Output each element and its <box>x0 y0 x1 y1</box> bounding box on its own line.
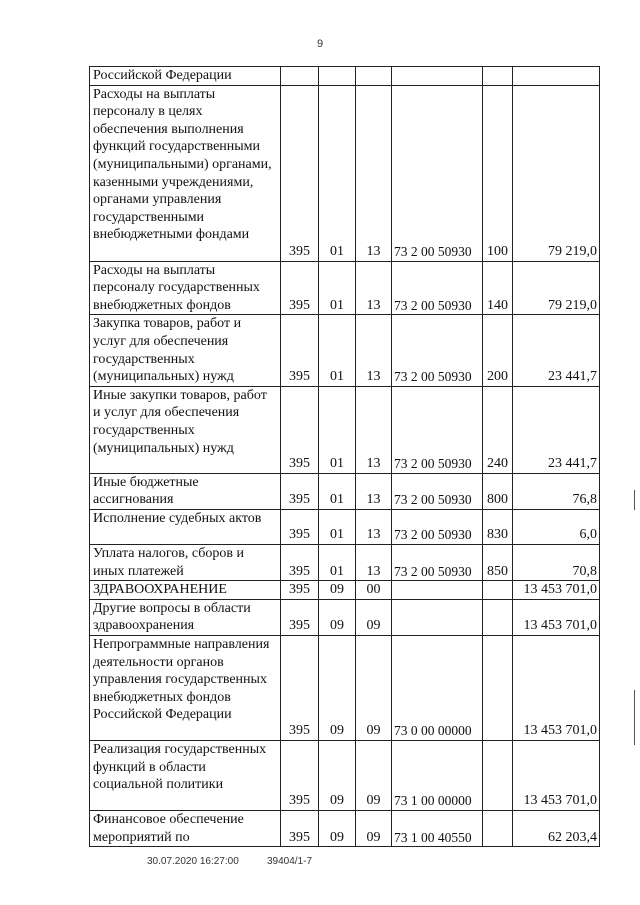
row-name-text: Реализация государственных функций в области социальной политики <box>93 741 267 793</box>
cell-target: 73 2 00 50930 <box>392 544 483 580</box>
cell-vr: 800 <box>483 473 513 509</box>
cell-amount: 79 219,0 <box>513 261 600 315</box>
row-name-text: ЗДРАВООХРАНЕНИЕ <box>93 582 227 598</box>
budget-table <box>89 66 600 847</box>
cell-pr: 13 <box>356 509 392 544</box>
cell-rz: 01 <box>319 473 356 509</box>
cell-name <box>90 740 281 810</box>
cell-name <box>90 386 281 473</box>
table-row <box>90 85 600 261</box>
cell-amount: 23 441,7 <box>513 315 600 386</box>
cell-amount: 79 219,0 <box>513 85 600 261</box>
row-name-text: Другие вопросы в области здравоохранения <box>93 600 251 634</box>
cell-pr: 13 <box>356 315 392 386</box>
cell-vr <box>483 810 513 846</box>
cell-vr <box>483 599 513 635</box>
cell-rz: 09 <box>319 599 356 635</box>
cell-rz: 09 <box>319 810 356 846</box>
table-row <box>90 315 600 386</box>
cell-vr <box>483 67 513 86</box>
cell-target <box>392 67 483 86</box>
table-row <box>90 261 600 315</box>
cell-gr: 395 <box>281 85 319 261</box>
scan-edge-mark <box>634 490 635 510</box>
row-name-text: Расходы на выплаты персоналу государственных внебюджетных фондов <box>93 262 260 313</box>
cell-amount: 13 453 701,0 <box>513 635 600 740</box>
cell-vr: 240 <box>483 386 513 473</box>
table-row <box>90 67 600 86</box>
cell-vr: 200 <box>483 315 513 386</box>
row-name-text: Иные бюджетные ассигнования <box>93 474 199 508</box>
cell-amount: 62 203,4 <box>513 810 600 846</box>
row-name-text: Непрограммные направления деятельности органов управления государственных внебюджетных фондов Российской Федерации <box>93 636 270 723</box>
cell-gr: 395 <box>281 509 319 544</box>
cell-target: 73 1 00 40550 <box>392 810 483 846</box>
cell-gr: 395 <box>281 544 319 580</box>
page-number: 9 <box>316 38 324 50</box>
cell-pr: 13 <box>356 544 392 580</box>
cell-pr: 09 <box>356 635 392 740</box>
cell-rz: 01 <box>319 509 356 544</box>
cell-gr: 395 <box>281 315 319 386</box>
cell-pr: 09 <box>356 599 392 635</box>
cell-rz: 01 <box>319 315 356 386</box>
cell-amount <box>513 67 600 86</box>
cell-gr: 395 <box>281 386 319 473</box>
footer-document-id: 39404/1-7 <box>267 856 313 867</box>
row-name-text: Финансовое обеспечение мероприятий по <box>93 811 244 845</box>
cell-target: 73 2 00 50930 <box>392 261 483 315</box>
cell-amount: 70,8 <box>513 544 600 580</box>
cell-target: 73 2 00 50930 <box>392 315 483 386</box>
cell-amount: 13 453 701,0 <box>513 581 600 600</box>
cell-amount: 13 453 701,0 <box>513 599 600 635</box>
cell-amount: 76,8 <box>513 473 600 509</box>
cell-name <box>90 599 281 635</box>
row-name-text: Иные закупки товаров, работ и услуг для обеспечения государственных (муниципальных) нужд <box>93 387 267 456</box>
cell-rz: 01 <box>319 544 356 580</box>
table-row <box>90 581 600 600</box>
cell-gr: 395 <box>281 581 319 600</box>
table-row <box>90 386 600 473</box>
cell-pr: 09 <box>356 740 392 810</box>
cell-rz: 01 <box>319 85 356 261</box>
cell-name <box>90 85 281 261</box>
cell-target: 73 2 00 50930 <box>392 509 483 544</box>
cell-gr: 395 <box>281 740 319 810</box>
cell-pr: 00 <box>356 581 392 600</box>
cell-target: 73 2 00 50930 <box>392 85 483 261</box>
cell-pr <box>356 67 392 86</box>
cell-target: 73 1 00 00000 <box>392 740 483 810</box>
cell-target: 73 0 00 00000 <box>392 635 483 740</box>
cell-rz: 09 <box>319 740 356 810</box>
cell-vr <box>483 581 513 600</box>
cell-rz: 09 <box>319 635 356 740</box>
row-name-text: Закупка товаров, работ и услуг для обеспечения государственных (муниципальных) нужд <box>93 316 242 385</box>
cell-gr: 395 <box>281 810 319 846</box>
footer-timestamp: 30.07.2020 16:27:00 <box>147 856 239 867</box>
table-row <box>90 810 600 846</box>
cell-amount: 23 441,7 <box>513 386 600 473</box>
cell-pr: 09 <box>356 810 392 846</box>
cell-name <box>90 509 281 544</box>
cell-vr: 830 <box>483 509 513 544</box>
cell-vr: 850 <box>483 544 513 580</box>
cell-target <box>392 599 483 635</box>
row-name-text: Расходы на выплаты персоналу в целях обеспечения выполнения функций государственными (муниципальными) органами, казенными учреждениями, органами управления государственными внебюджетными фондами <box>93 86 272 243</box>
row-name-text: Российской Федерации <box>93 68 232 83</box>
cell-vr <box>483 635 513 740</box>
cell-gr: 395 <box>281 599 319 635</box>
cell-name <box>90 261 281 315</box>
cell-rz: 09 <box>319 581 356 600</box>
cell-name <box>90 315 281 386</box>
cell-rz: 01 <box>319 261 356 315</box>
cell-vr: 100 <box>483 85 513 261</box>
cell-pr: 13 <box>356 85 392 261</box>
cell-gr: 395 <box>281 261 319 315</box>
cell-name <box>90 581 281 600</box>
table-row <box>90 509 600 544</box>
cell-vr <box>483 740 513 810</box>
table-row <box>90 473 600 509</box>
cell-vr: 140 <box>483 261 513 315</box>
cell-rz: 01 <box>319 386 356 473</box>
table-row <box>90 635 600 740</box>
cell-name <box>90 67 281 86</box>
cell-gr: 395 <box>281 635 319 740</box>
cell-target: 73 2 00 50930 <box>392 386 483 473</box>
cell-name <box>90 810 281 846</box>
cell-pr: 13 <box>356 473 392 509</box>
cell-name <box>90 635 281 740</box>
table-row <box>90 740 600 810</box>
row-name-text: Уплата налогов, сборов и иных платежей <box>93 545 244 579</box>
cell-target: 73 2 00 50930 <box>392 473 483 509</box>
scan-edge-mark <box>634 690 635 745</box>
cell-amount: 13 453 701,0 <box>513 740 600 810</box>
table-row <box>90 599 600 635</box>
row-name-text: Исполнение судебных актов <box>93 510 262 526</box>
cell-rz <box>319 67 356 86</box>
table-row <box>90 544 600 580</box>
cell-amount: 6,0 <box>513 509 600 544</box>
cell-gr: 395 <box>281 473 319 509</box>
cell-gr <box>281 67 319 86</box>
cell-name <box>90 473 281 509</box>
cell-name <box>90 544 281 580</box>
cell-pr: 13 <box>356 386 392 473</box>
cell-target <box>392 581 483 600</box>
cell-pr: 13 <box>356 261 392 315</box>
